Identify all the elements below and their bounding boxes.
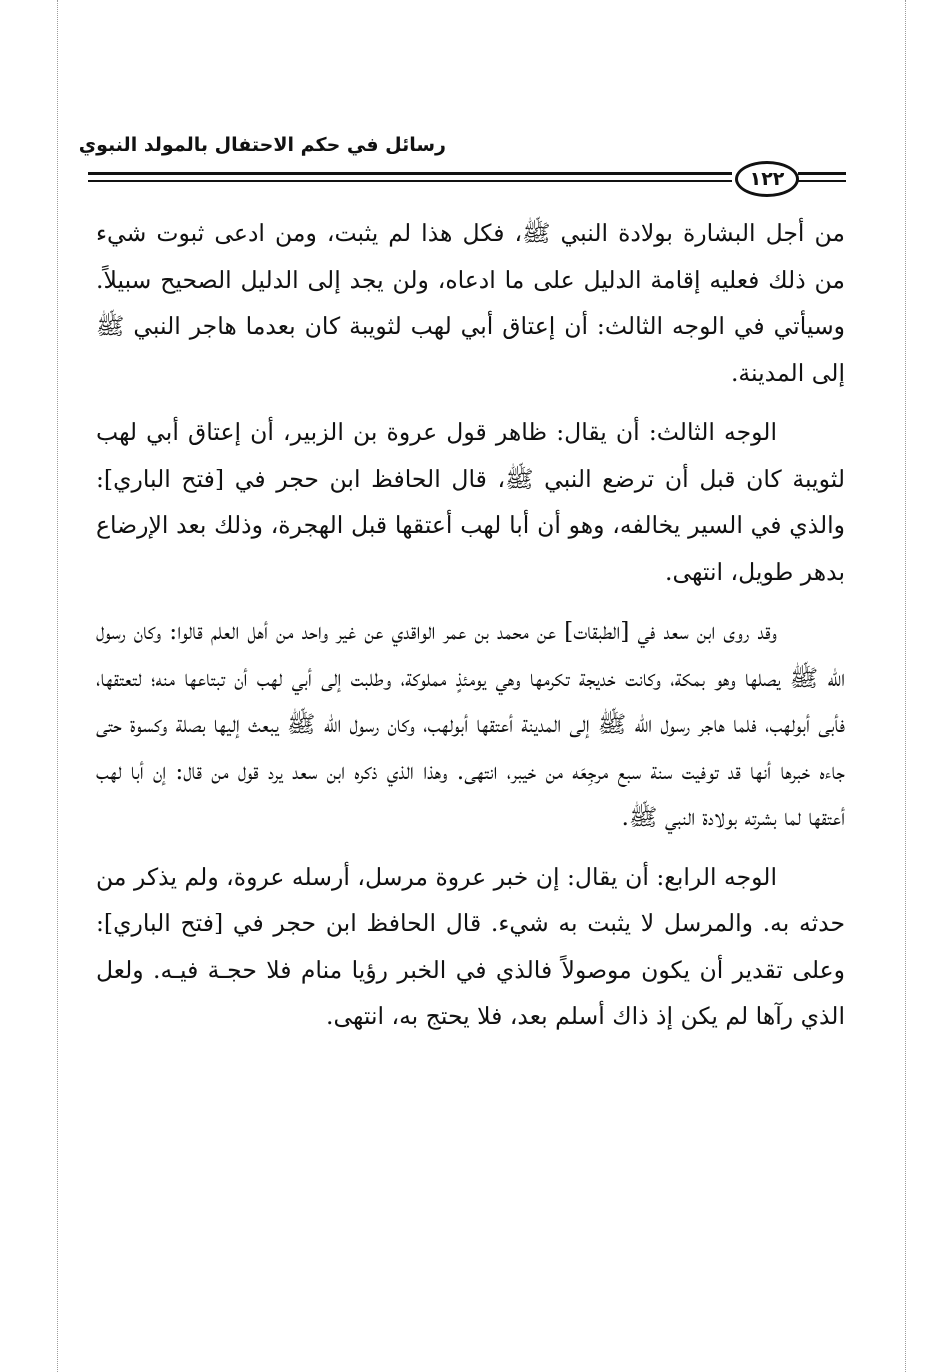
- header-rule-top: [88, 172, 732, 175]
- paragraph: من أجل البشارة بولادة النبي ﷺ، فكل هذا لم يثبت، ومن ادعى ثبوت شيء من ذلك فعليه إقامة الدليل على ما ادعاه، ولن يجد إلى الدليل الصحيح سبيلاً. وسيأتي في الوجه الثالث: أن إعتاق أبي لهب لثويبة كان بعدما هاجر النبي ﷺ إلى المدينة.: [96, 219, 845, 387]
- paragraph: الوجه الثالث: أن يقال: ظاهر قول عروة بن الزبير، أن إعتاق أبي لهب لثويبة كان قبل أن ترضع النبي ﷺ، قال الحافظ ابن حجر في [فتح الباري]: والذي في السير يخالفه، وهو أن أبا لهب أعتقها قبل الهجرة، وذلك بعد الإرضاع بدهر طويل، انتهى.: [96, 418, 845, 586]
- scan-edge-left: [57, 0, 58, 1372]
- page-number: ١٢٢: [735, 161, 799, 197]
- paragraph: وقد روى ابن سعد في [الطبقات] عن محمد بن عمر الواقدي عن غير واحد من أهل العلم قالوا: وكان رسول الله ﷺ يصلها وهو بمكة، وكانت خديجة تكرمها وهي يومئذٍ مملوكة، وطلبت إلى أبي لهب أن تبتاعها منه؛ لتعتقها، فأبى أبولهب، فلما هاجر رسول الله ﷺ إلى المدينة أعتقها أبولهب، وكان رسول الله ﷺ يبعث إليها بصلة وكسوة حتى جاءه خبرها أنها قد توفيت سنة سبع مرجِعَه من خيبر، انتهى. وهذا الذي ذكره ابن سعد يرد قول من قال: إن أبا لهب أعتقها لما بشرته بولادة النبي ﷺ.: [96, 617, 845, 831]
- header-rule-right-top: [798, 172, 846, 175]
- scan-edge-right: [905, 0, 906, 1372]
- header-rule-right-bottom: [798, 180, 846, 182]
- body-text: [96, 210, 845, 1040]
- running-head-title: رسائل في حكم الاحتفال بالمولد النبوي: [78, 134, 446, 156]
- header-rule-bottom: [88, 180, 732, 182]
- paragraph: الوجه الرابع: أن يقال: إن خبر عروة مرسل، أرسله عروة، ولم يذكر من حدثه به. والمرسل لا يثبت به شيء. قال الحافظ ابن حجر في [فتح الباري]: وعلى تقدير أن يكون موصولاً فالذي في الخبر رؤيا منام فلا حجـة فيـه. ولعل الذي رآها لم يكن إذ ذاك أسلم بعد، فلا يحتج به، انتهى.: [96, 862, 845, 1030]
